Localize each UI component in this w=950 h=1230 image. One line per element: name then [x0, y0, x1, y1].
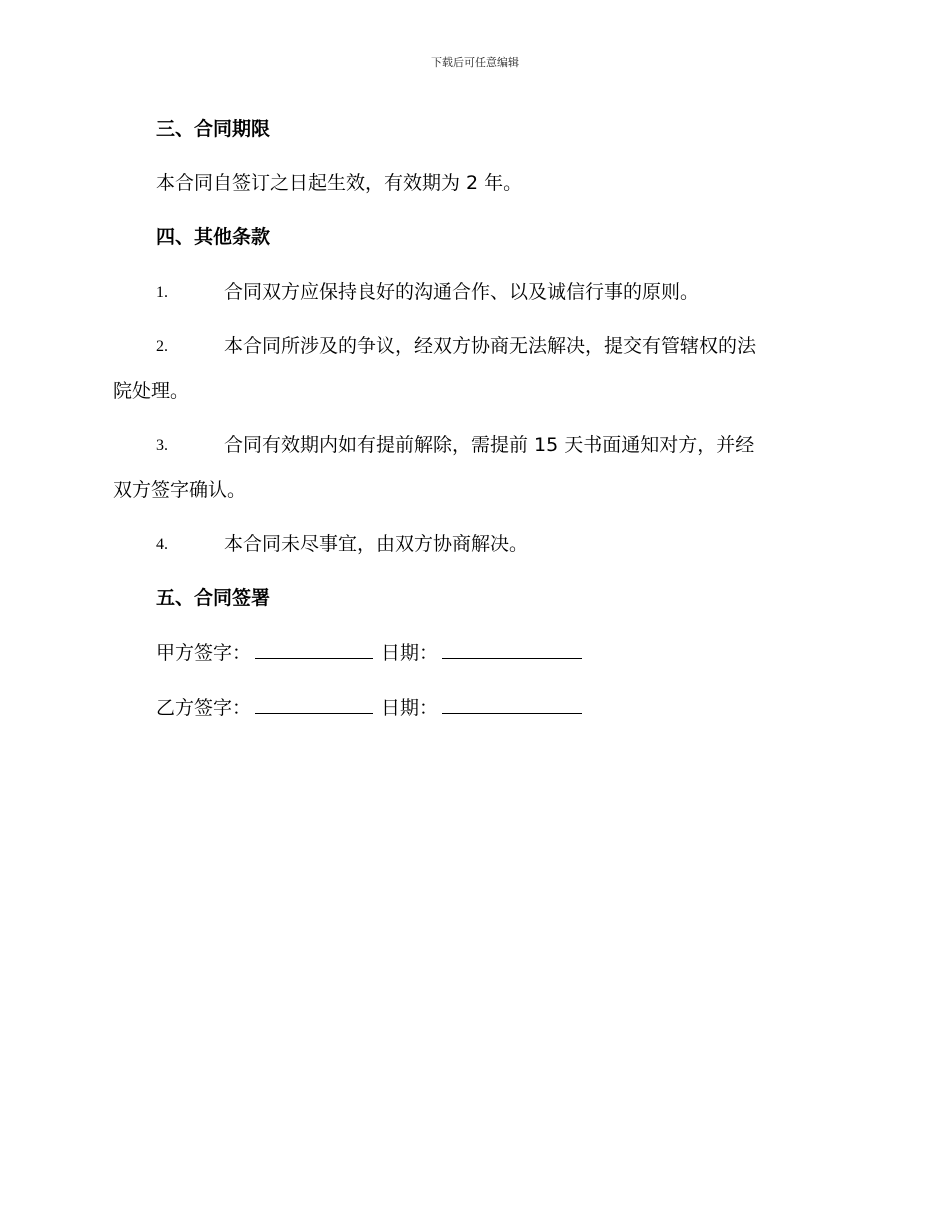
party-a-signature-row	[156, 640, 582, 665]
party-b-date-blank[interactable]	[442, 695, 582, 714]
party-b-date-label: 日期：	[381, 697, 439, 719]
party-b-signature-label: 乙方签字：	[156, 697, 252, 719]
section-5-title: 五、合同签署	[156, 587, 271, 609]
party-a-date-blank[interactable]	[442, 640, 582, 659]
section-4-title: 四、其他条款	[156, 226, 271, 248]
clause-number: 1.	[156, 284, 168, 301]
party-a-signature-label: 甲方签字：	[156, 642, 252, 664]
party-b-signature-row	[156, 695, 582, 720]
clause-text-continued: 院处理。	[113, 380, 190, 402]
section-3-body: 本合同自签订之日起生效，有效期为 2 年。	[156, 172, 523, 194]
clause-text-continued: 双方签字确认。	[113, 479, 247, 501]
clause-number: 2.	[156, 338, 168, 355]
clause-text: 本合同所涉及的争议，经双方协商无法解决，提交有管辖权的法	[224, 335, 757, 357]
clause-number: 3.	[156, 437, 168, 454]
clause-text: 合同有效期内如有提前解除，需提前 15 天书面通知对方，并经	[224, 434, 755, 456]
party-a-signature-blank[interactable]	[255, 640, 373, 659]
section-3-title: 三、合同期限	[156, 118, 271, 140]
page-header-note: 下载后可任意编辑	[431, 56, 519, 69]
party-b-signature-blank[interactable]	[255, 695, 373, 714]
clause-number: 4.	[156, 536, 168, 553]
clause-text: 本合同未尽事宜，由双方协商解决。	[224, 533, 529, 555]
clause-text: 合同双方应保持良好的沟通合作、以及诚信行事的原则。	[224, 281, 700, 303]
party-a-date-label: 日期：	[381, 642, 439, 664]
